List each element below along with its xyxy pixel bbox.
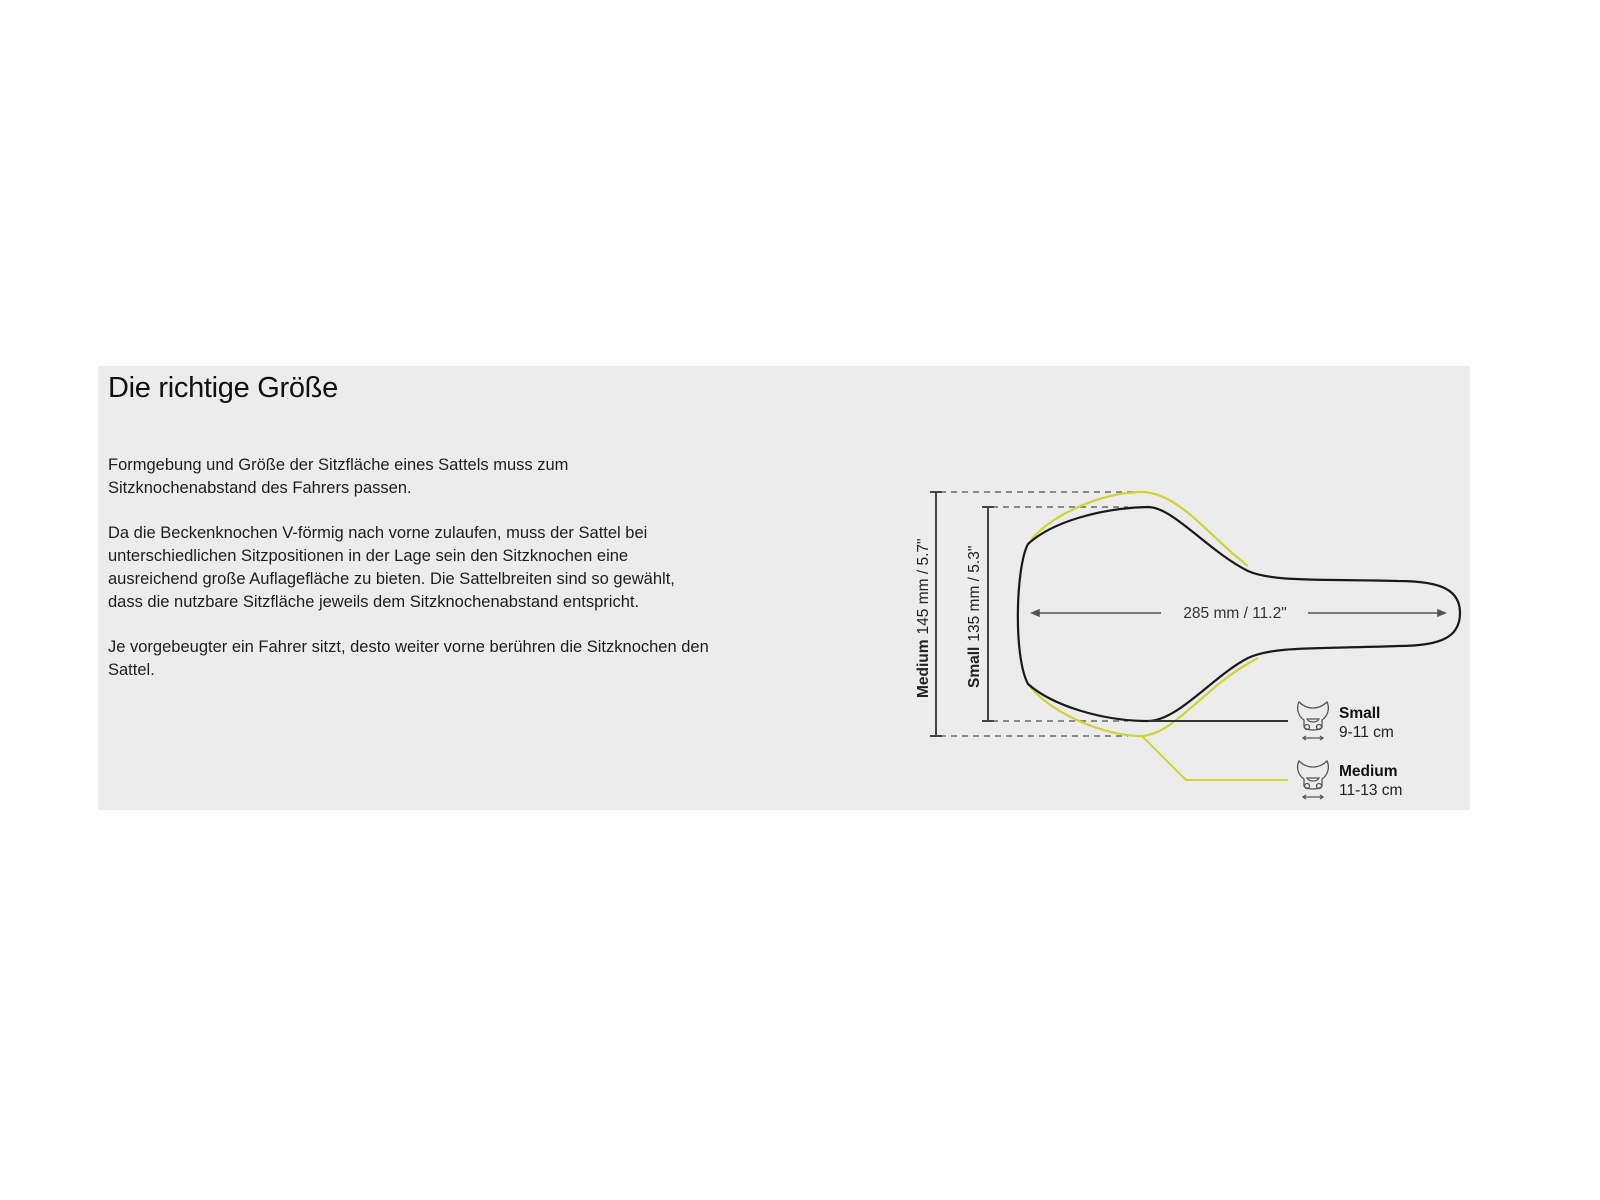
saddle-size-section <box>98 366 1470 810</box>
text-line: Je vorgebeugter ein Fahrer sitzt, desto weiter vorne berühren die Sitzknochen den <box>108 638 709 656</box>
text-line: Da die Beckenknochen V-förmig nach vorne zulaufen, muss der Sattel bei <box>108 524 648 542</box>
small-width-bracket <box>982 507 994 721</box>
medium-width-label: Medium145 mm / 5.7" <box>915 538 932 698</box>
small-width-label: Small135 mm / 5.3" <box>966 545 983 688</box>
pelvis-icon <box>1298 702 1329 740</box>
legend-small <box>1339 704 1394 742</box>
text-line: unterschiedlichen Sitzpositionen in der Lage sein den Sitzknochen eine <box>108 547 629 565</box>
text-line: Sitzknochenabstand des Fahrers passen. <box>108 479 412 497</box>
medium-legend-leader <box>1142 736 1288 780</box>
length-label: 285 mm / 11.2" <box>1183 605 1287 622</box>
text-line: Sattel. <box>108 661 155 679</box>
legend-medium <box>1339 762 1402 800</box>
pelvis-icon <box>1298 761 1329 799</box>
legend-small-name: Small <box>1339 705 1381 722</box>
legend-medium-range: 11-13 cm <box>1339 782 1403 799</box>
section-title: Die richtige Größe <box>108 372 338 404</box>
saddle-dimension-diagram <box>98 366 1470 810</box>
text-line: ausreichend große Auflagefläche zu bieten. Die Sattelbreiten sind so gewählt, <box>108 570 675 588</box>
legend-small-range: 9-11 cm <box>1339 724 1394 741</box>
text-line: Formgebung und Größe der Sitzfläche eines Sattels muss zum <box>108 456 569 474</box>
text-line: dass die nutzbare Sitzfläche jeweils dem Sitzknochenabstand entspricht. <box>108 593 640 611</box>
legend-medium-name: Medium <box>1339 763 1398 780</box>
